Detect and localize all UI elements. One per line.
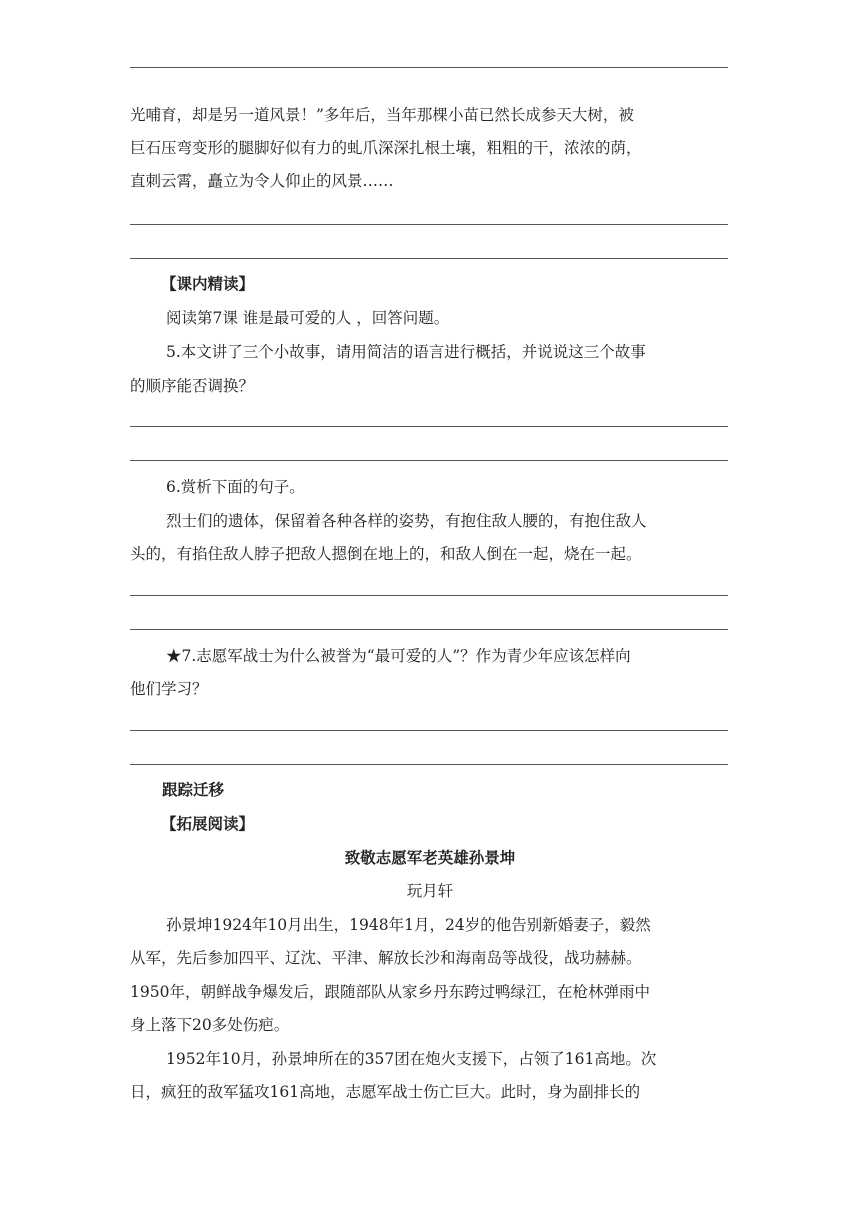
question-6-sentence-line-2: 头的，有掐住敌人脖子把敌人摁倒在地上的，和敌人倒在一起，烧在一起。 <box>130 545 642 563</box>
question-5-line-1: 5.本文讲了三个小故事，请用简洁的语言进行概括，并说说这三个故事 <box>166 343 646 361</box>
answer-line[interactable] <box>130 426 728 427</box>
article-author: 玩月轩 <box>406 882 454 900</box>
answer-line[interactable] <box>130 764 728 765</box>
answer-line[interactable] <box>130 629 728 630</box>
article-paragraph-line: 从军，先后参加四平、辽沈、平津、解放长沙和海南岛等战役，战功赫赫。 <box>130 949 642 967</box>
intro-line-1: 光哺育，却是另一道风景！”多年后，当年那棵小苗已然长成参天大树，被 <box>130 106 634 124</box>
answer-line[interactable] <box>130 730 728 731</box>
question-6-title: 6.赏析下面的句子。 <box>166 478 305 496</box>
article-paragraph-line: 身上落下20多处伤疤。 <box>130 1016 290 1034</box>
article-paragraph-line: 孙景坤1924年10月出生，1948年1月，24岁的他告别新婚妻子，毅然 <box>166 916 651 934</box>
answer-line[interactable] <box>130 224 728 225</box>
question-5-line-2: 的顺序能否调换？ <box>130 377 255 395</box>
section-heading-in-class: 【课内精读】 <box>161 275 255 293</box>
intro-line-3: 直刺云霄，矗立为令人仰止的风景…… <box>130 172 394 190</box>
answer-line[interactable] <box>130 258 728 259</box>
article-title: 致敬志愿军老英雄孙景坤 <box>344 849 516 867</box>
answer-line[interactable] <box>130 595 728 596</box>
section-subheading-extended-reading: 【拓展阅读】 <box>161 815 255 833</box>
separator-line <box>130 67 728 68</box>
reading-instruction: 阅读第7课 谁是最可爱的人 ，回答问题。 <box>166 309 450 327</box>
article-paragraph-line: 日，疯狂的敌军猛攻161高地，志愿军战士伤亡巨大。此时，身为副排长的 <box>130 1083 641 1101</box>
question-7-line-1: ★7.志愿军战士为什么被誉为“最可爱的人”？作为青少年应该怎样向 <box>166 647 631 665</box>
article-paragraph-line: 1950年，朝鲜战争爆发后，跟随部队从家乡丹东跨过鸭绿江，在枪林弹雨中 <box>130 983 650 1001</box>
section-heading-transfer: 跟踪迁移 <box>162 781 225 799</box>
question-7-line-2: 他们学习？ <box>130 680 208 698</box>
article-paragraph-line: 1952年10月，孙景坤所在的357团在炮火支援下，占领了161高地。次 <box>166 1050 657 1068</box>
question-6-sentence-line-1: 烈士们的遗体，保留着各种各样的姿势，有抱住敌人腰的，有抱住敌人 <box>166 512 647 530</box>
intro-line-2: 巨石压弯变形的腿脚好似有力的虬爪深深扎根土壤，粗粗的干，浓浓的荫， <box>130 139 642 157</box>
answer-line[interactable] <box>130 460 728 461</box>
